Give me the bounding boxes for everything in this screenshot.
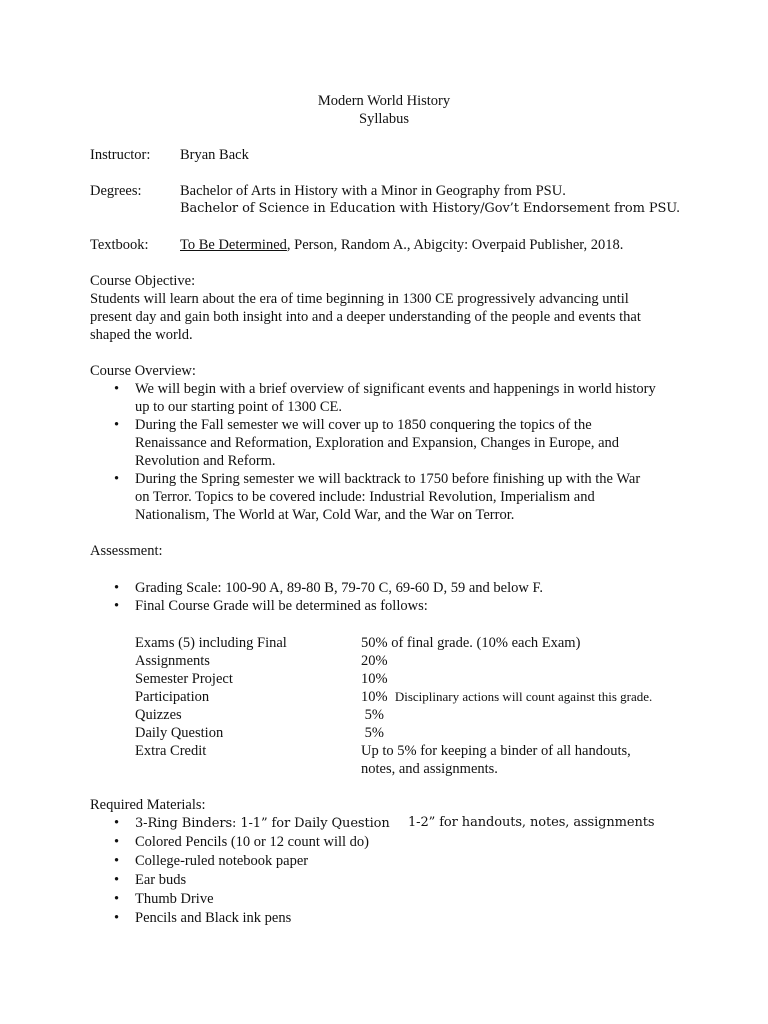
- bullet-icon: •: [114, 853, 120, 869]
- binder-requirement: 3-Ring Binders: 1-1” for Daily Question: [135, 816, 390, 831]
- grading-scale: Grading Scale: 100-90 A, 89-80 B, 79-70 C, 69-60 D, 59 and below F.: [135, 580, 544, 596]
- overview-item: [90, 380, 690, 416]
- material-label: Thumb Drive: [135, 891, 214, 907]
- assessment-heading: Assessment:: [90, 543, 163, 559]
- grade-item: Participation: [135, 689, 210, 705]
- bullet-icon: •: [114, 381, 120, 397]
- document-subtitle: Syllabus: [359, 111, 409, 127]
- textbook-title: To Be Determined: [180, 237, 287, 253]
- bullet-icon: •: [114, 891, 120, 907]
- materials-item: [90, 909, 690, 927]
- assessment-item: [90, 579, 690, 597]
- instructor-label: Instructor:: [90, 147, 151, 163]
- grade-weight: Up to 5% for keeping a binder of all handouts,: [361, 743, 631, 759]
- degrees-label: Degrees:: [90, 183, 142, 199]
- materials-item: [90, 852, 690, 870]
- material-label: Colored Pencils (10 or 12 count will do): [135, 834, 369, 850]
- grade-item: Daily Question: [135, 725, 224, 741]
- degree-1: Bachelor of Arts in History with a Minor in Geography from PSU.: [180, 183, 566, 199]
- bullet-icon: •: [114, 872, 120, 888]
- grade-weight: 5%: [361, 707, 384, 723]
- overview-heading: Course Overview:: [90, 363, 196, 379]
- overview-list: [90, 380, 690, 524]
- grade-item: Extra Credit: [135, 743, 207, 759]
- objective-line: Students will learn about the era of time beginning in 1300 CE progressively advancing until: [90, 291, 629, 307]
- overview-item: [90, 470, 690, 524]
- bullet-icon: •: [114, 910, 120, 926]
- overview-item-line: During the Fall semester we will cover up to 1850 conquering the topics of the: [135, 417, 592, 433]
- degree-2: Bachelor of Science in Education with History/Gov’t Endorsement from PSU.: [180, 201, 680, 216]
- grade-item: Semester Project: [135, 671, 233, 687]
- overview-item-line: up to our starting point of 1300 CE.: [135, 399, 343, 415]
- grade-weight: 5%: [361, 725, 384, 741]
- document-title: Modern World History: [317, 93, 451, 109]
- material-label: Ear buds: [135, 872, 187, 888]
- materials-list: [90, 814, 690, 927]
- grade-item: Exams (5) including Final: [135, 635, 287, 651]
- grade-weight-value: 10%: [361, 689, 388, 705]
- objective-line: present day and gain both insight into and a deeper understanding of the people and events that: [90, 309, 641, 325]
- overview-item-line: Revolution and Reform.: [135, 453, 276, 469]
- course-objective: [90, 272, 690, 344]
- overview-item-line: Renaissance and Reformation, Exploration and Expansion, Changes in Europe, and: [135, 435, 620, 451]
- textbook-citation: [180, 236, 623, 254]
- grade-weight: 50% of final grade. (10% each Exam): [361, 635, 581, 651]
- assessment-item: [90, 597, 690, 615]
- grade-weight-continued: notes, and assignments.: [361, 761, 498, 777]
- bullet-icon: •: [114, 580, 120, 596]
- binder-requirement-2: 1-2” for handouts, notes, assignments: [408, 815, 655, 830]
- grade-note: Disciplinary actions will count against this grade.: [394, 689, 653, 704]
- material-label: College-ruled notebook paper: [135, 853, 309, 869]
- bullet-icon: •: [114, 598, 120, 614]
- materials-item: [90, 890, 690, 908]
- bullet-icon: •: [114, 834, 120, 850]
- materials-item: [90, 833, 690, 851]
- overview-item-line: on Terror. Topics to be covered include: Industrial Revolution, Imperialism and: [135, 489, 595, 505]
- bullet-icon: •: [114, 815, 120, 831]
- instructor-value: Bryan Back: [180, 147, 249, 163]
- bullet-icon: •: [114, 417, 120, 433]
- objective-line: shaped the world.: [90, 327, 193, 343]
- bullet-icon: •: [114, 471, 120, 487]
- textbook-details: , Person, Random A., Abigcity: Overpaid Publisher, 2018.: [286, 237, 624, 253]
- overview-item-line: Nationalism, The World at War, Cold War, and the War on Terror.: [135, 507, 515, 523]
- objective-heading: Course Objective:: [90, 273, 196, 289]
- grade-item: Quizzes: [135, 707, 182, 723]
- assessment-list: [90, 579, 690, 615]
- grade-weight: 10%: [361, 671, 388, 687]
- material-label: Pencils and Black ink pens: [135, 910, 292, 926]
- textbook-label: Textbook:: [90, 237, 149, 253]
- grade-weight: 20%: [361, 653, 388, 669]
- grade-item: Assignments: [135, 653, 210, 669]
- materials-heading: Required Materials:: [90, 797, 206, 813]
- materials-item: [90, 814, 690, 833]
- overview-item-line: During the Spring semester we will backtrack to 1750 before finishing up with the War: [135, 471, 641, 487]
- grade-weight: [361, 688, 652, 706]
- overview-item-line: We will begin with a brief overview of significant events and happenings in world history: [135, 381, 656, 397]
- materials-item: [90, 871, 690, 889]
- overview-item: [90, 416, 690, 470]
- final-grade-intro: Final Course Grade will be determined as follows:: [135, 598, 428, 614]
